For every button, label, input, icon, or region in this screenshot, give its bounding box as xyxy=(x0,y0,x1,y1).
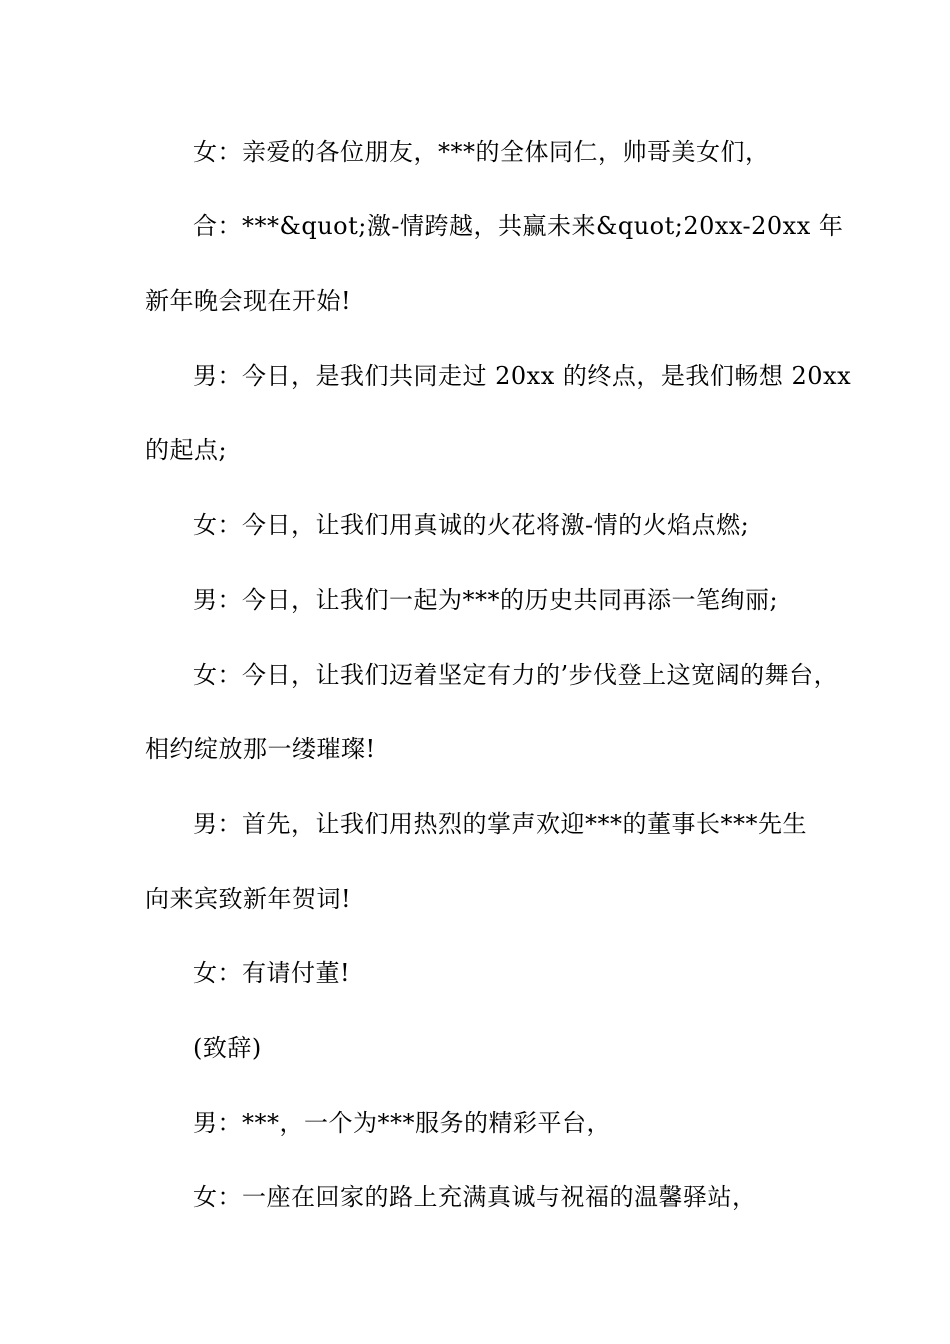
text-line: 女：今日，让我们迈着坚定有力的’步伐登上这宽阔的舞台， xyxy=(193,661,839,689)
text-line: 向来宾致新年贺词! xyxy=(145,885,352,913)
text-line: 男：首先，让我们用热烈的掌声欢迎***的董事长***先生 xyxy=(193,810,807,838)
text-line: 女：有请付董! xyxy=(193,959,351,987)
text-line: 合：***&quot;激-情跨越，共赢未来&quot;20xx-20xx 年 xyxy=(193,212,844,240)
text-line: 相约绽放那一缕璀璨! xyxy=(145,735,376,763)
text-line: 男：今日，让我们一起为***的历史共同再添一笔绚丽; xyxy=(193,586,779,614)
text-line: 女：亲爱的各位朋友，***的全体同仁，帅哥美女们， xyxy=(193,138,770,166)
text-line: 新年晚会现在开始! xyxy=(145,287,352,315)
text-line: 男：***，一个为***服务的精彩平台， xyxy=(193,1109,611,1137)
text-line: (致辞) xyxy=(193,1034,262,1062)
text-line: 的起点; xyxy=(145,436,228,464)
text-line: 男：今日，是我们共同走过 20xx 的终点，是我们畅想 20xx xyxy=(193,362,852,390)
text-line: 女：一座在回家的路上充满真诚与祝福的温馨驿站， xyxy=(193,1183,757,1211)
text-line: 女：今日，让我们用真诚的火花将激-情的火焰点燃; xyxy=(193,511,750,539)
